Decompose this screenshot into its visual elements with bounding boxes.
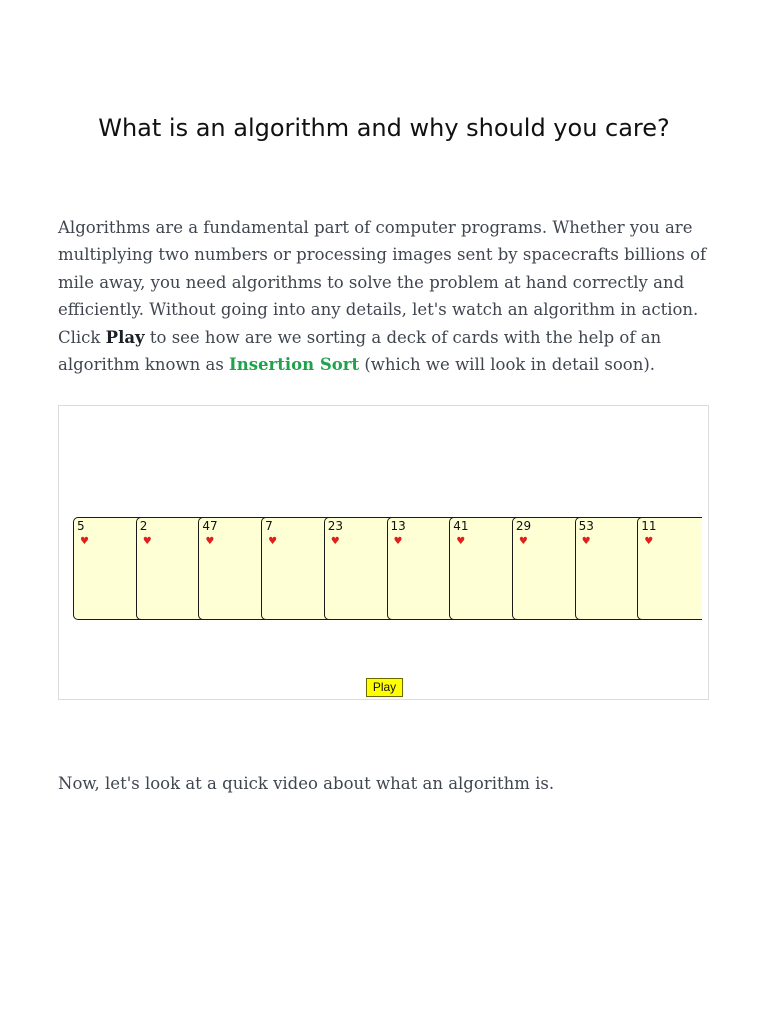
card-value: 47 — [202, 519, 218, 533]
heart-suit-icon: ♥ — [581, 536, 591, 547]
playing-card — [637, 517, 702, 620]
card-value: 53 — [578, 519, 594, 533]
card-deck — [73, 517, 702, 623]
page-title: What is an algorithm and why should you care? — [98, 114, 670, 142]
card-value: 41 — [453, 519, 469, 533]
insertion-sort-link[interactable]: Insertion Sort — [229, 355, 360, 375]
intro-play-bold: Play — [105, 327, 145, 347]
card-value: 7 — [265, 519, 273, 533]
heart-suit-icon: ♥ — [456, 536, 466, 547]
intro-text-3: (which we will look in detail soon). — [359, 355, 656, 375]
heart-suit-icon: ♥ — [268, 536, 278, 547]
sorting-demo-panel — [58, 405, 709, 700]
heart-suit-icon: ♥ — [518, 536, 528, 547]
play-button[interactable]: Play — [366, 678, 403, 697]
heart-suit-icon: ♥ — [393, 536, 403, 547]
heart-suit-icon: ♥ — [142, 536, 152, 547]
heart-suit-icon: ♥ — [80, 536, 89, 547]
card-value: 13 — [390, 519, 406, 533]
intro-text-2: to see how are we sorting a deck of cards with the help of an algorithm known as — [58, 327, 662, 375]
card-value: 2 — [139, 519, 148, 533]
intro-paragraph — [58, 214, 714, 378]
intro-text-1: Algorithms are a fundamental part of computer programs. Whether you are multiplying two numbers or processing images sent by spacecrafts billions of mile away, you need algorithms to solve the problem at hand correctly and efficiently. Without going into any details, let's watch an algorithm in action. Click — [58, 218, 707, 347]
card-value: 11 — [641, 519, 657, 533]
outro-paragraph: Now, let's look at a quick video about what an algorithm is. — [58, 774, 555, 793]
card-value: 5 — [77, 519, 85, 533]
heart-suit-icon: ♥ — [330, 536, 340, 547]
card-value: 29 — [515, 519, 532, 533]
heart-suit-icon: ♥ — [644, 536, 654, 547]
heart-suit-icon: ♥ — [205, 536, 215, 547]
card-value: 23 — [327, 519, 344, 533]
